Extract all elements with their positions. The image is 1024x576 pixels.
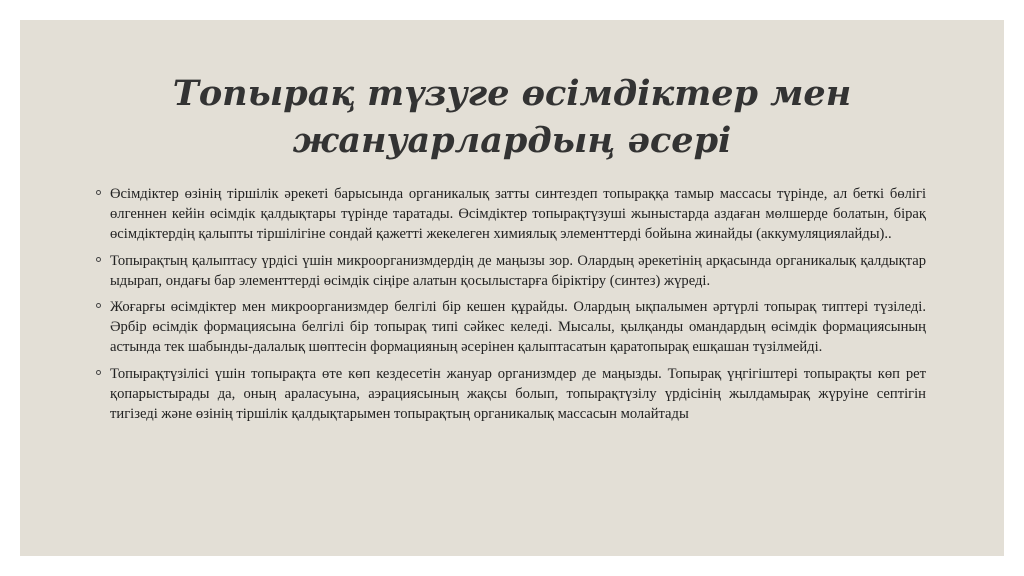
- bullet-item: [96, 297, 926, 358]
- hollow-circle-bullet-icon: [96, 303, 101, 308]
- bullet-text: Жоғарғы өсімдіктер мен микроорганизмдер белгілі бір кешен құрайды. Олардың ықпалымен әртүрлі топырақ типтері түзіледі. Әрбір өсімдік формациясына белгілі бір топырақ типі сәйкес келеді. Мысалы, қылқанды омандардың өсімдік формациясының астында тек шабынды-далалық шөптесін формацияның әсерінен қалыптасатын қаратопырақ ешқашан түзілмейді.: [110, 299, 926, 356]
- slide-title: Топырақ түзуге өсімдіктер мен жануарлардың әсері: [172, 73, 852, 161]
- bullet-text: Өсімдіктер өзінің тіршілік әрекеті барысында органикалық затты синтездеп топыраққа тамыр массасы түрінде, ал беткі бөлігі өлгеннен кейін өсімдік қалдықтары түрінде таратады. Өсімдіктер топырақтүзуші жыныстарда аздаған мөлшерде болатын, бірақ өсімдіктердің қалыпты тіршілігіне сондай қажетті жекелеген химиялық элементтерді бойына жинайды (аккумуляциялайды)..: [110, 186, 926, 243]
- bullet-item: [96, 184, 926, 245]
- hollow-circle-bullet-icon: [96, 190, 101, 195]
- bullet-text: Топырақтүзілісі үшін топырақта өте көп кездесетін жануар организмдер де маңызды. Топырақ үңгігіштері топырақты көп рет қопарыстырады да, оның араласуына, аэрациясының жақсы болып, топырақтүзілу үрдісінің жылдамырақ жүруіне септігін тигізеді және өзінің тіршілік қалдықтарымен топырақтың органикалық массасын молайтады: [110, 365, 926, 423]
- bullet-item: [96, 251, 926, 291]
- bullet-list: [96, 184, 926, 430]
- hollow-circle-bullet-icon: [96, 257, 101, 262]
- slide: [20, 20, 1004, 556]
- hollow-circle-bullet-icon: [96, 370, 101, 375]
- bullet-item: [96, 364, 926, 425]
- bullet-text: Топырақтың қалыптасу үрдісі үшін микроорганизмдердің де маңызы зор. Олардың әрекетінің арқасында органикалық қалдықтар ыдырап, ондағы бар элементтерді өсімдік сіңіре алатын қосылыстарға біріктіру (синтез) жүреді.: [110, 252, 926, 289]
